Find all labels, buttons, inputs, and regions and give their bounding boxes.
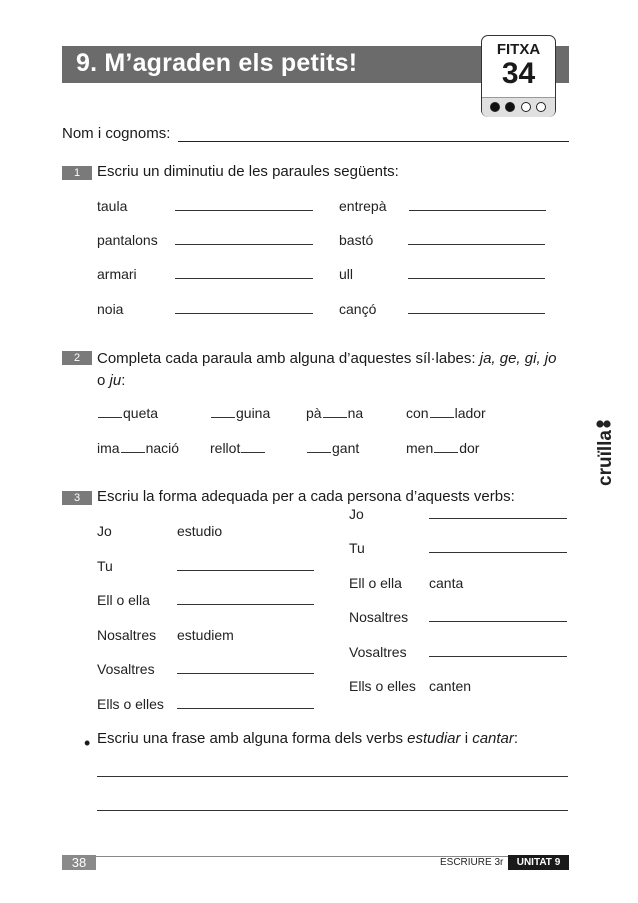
- fill-in-word[interactable]: pà na: [306, 405, 364, 421]
- answer-line[interactable]: [175, 313, 313, 314]
- fill-in-word[interactable]: rellot: [210, 440, 266, 456]
- answer-line[interactable]: [429, 552, 567, 553]
- person-label: Tu: [97, 558, 113, 574]
- fill-in-word[interactable]: con lador: [406, 405, 486, 421]
- fill-in-word[interactable]: men dor: [406, 440, 480, 456]
- person-label: Ell o ella: [97, 592, 150, 608]
- exercise3-instruction: Escriu la forma adequada per a cada persona d’aquests verbs:: [97, 488, 515, 505]
- answer-line[interactable]: [429, 621, 567, 622]
- answer-line[interactable]: [409, 210, 546, 211]
- difficulty-dot-empty: [521, 102, 531, 112]
- verb-form: estudiem: [177, 627, 234, 643]
- page-title: 9. M’agraden els petits!: [76, 49, 358, 77]
- fitxa-label: FITXA: [496, 41, 541, 58]
- answer-line[interactable]: [177, 708, 314, 709]
- word: bastó: [339, 232, 374, 248]
- unit-label: UNITAT 9: [508, 855, 569, 870]
- word: ull: [339, 266, 354, 282]
- answer-line[interactable]: [429, 656, 567, 657]
- verb-form: canten: [429, 678, 472, 694]
- bullet-icon: •: [84, 733, 91, 753]
- brand-text: cruïlla: [595, 430, 616, 486]
- person-label: Nosaltres: [97, 627, 157, 643]
- fill-in-word[interactable]: gant: [306, 440, 359, 456]
- answer-line[interactable]: [177, 604, 314, 605]
- word: entrepà: [339, 198, 387, 214]
- exercise2-instruction: Completa cada paraula amb alguna d’aquestes síl·labes: ja, ge, gi, jo o ju:: [97, 350, 557, 389]
- person-label: Ell o ella: [349, 575, 402, 591]
- person-label: Tu: [349, 540, 365, 556]
- answer-line[interactable]: [175, 278, 313, 279]
- person-label: Jo: [349, 506, 364, 522]
- difficulty-dot-empty: [536, 102, 546, 112]
- word: armari: [97, 266, 137, 282]
- answer-line[interactable]: [429, 518, 567, 519]
- difficulty-dot-filled: [490, 102, 500, 112]
- exercise-number-badge: 1: [62, 166, 92, 180]
- answer-line[interactable]: [177, 570, 314, 571]
- verb-form: canta: [429, 575, 464, 591]
- person-label: Ells o elles: [97, 696, 164, 712]
- word: cançó: [339, 301, 377, 317]
- brand-logo: [592, 418, 618, 490]
- name-answer-line[interactable]: [178, 141, 569, 142]
- book-title: ESCRIURE 3r: [440, 857, 504, 868]
- exercise-number-badge: 3: [62, 491, 92, 505]
- answer-line[interactable]: [408, 244, 545, 245]
- fill-in-word[interactable]: ima nació: [97, 440, 180, 456]
- answer-line[interactable]: [408, 278, 545, 279]
- sentence-answer-line[interactable]: [97, 810, 568, 811]
- name-label: Nom i cognoms:: [62, 125, 171, 142]
- person-label: Vosaltres: [349, 644, 407, 660]
- person-label: Vosaltres: [97, 661, 155, 677]
- fitxa-number: 34: [501, 57, 536, 90]
- word: noia: [97, 301, 124, 317]
- word: taula: [97, 198, 128, 214]
- fill-in-word[interactable]: queta: [97, 405, 158, 421]
- answer-line[interactable]: [175, 244, 313, 245]
- person-label: Jo: [97, 523, 112, 539]
- exercise-number-badge: 2: [62, 351, 92, 365]
- answer-line[interactable]: [408, 313, 545, 314]
- fill-in-word[interactable]: guina: [210, 405, 270, 421]
- page-number: 38: [62, 855, 96, 870]
- verb-form: estudio: [177, 523, 223, 539]
- person-label: Nosaltres: [349, 609, 409, 625]
- person-label: Ells o elles: [349, 678, 416, 694]
- answer-line[interactable]: [177, 673, 314, 674]
- sentence-answer-line[interactable]: [97, 776, 568, 777]
- exercise1-instruction: Escriu un diminutiu de les paraules següents:: [97, 163, 399, 180]
- sentence-instruction: Escriu una frase amb alguna forma dels verbs estudiar i cantar:: [97, 730, 519, 747]
- difficulty-dot-filled: [505, 102, 515, 112]
- answer-line[interactable]: [175, 210, 313, 211]
- word: pantalons: [97, 232, 158, 248]
